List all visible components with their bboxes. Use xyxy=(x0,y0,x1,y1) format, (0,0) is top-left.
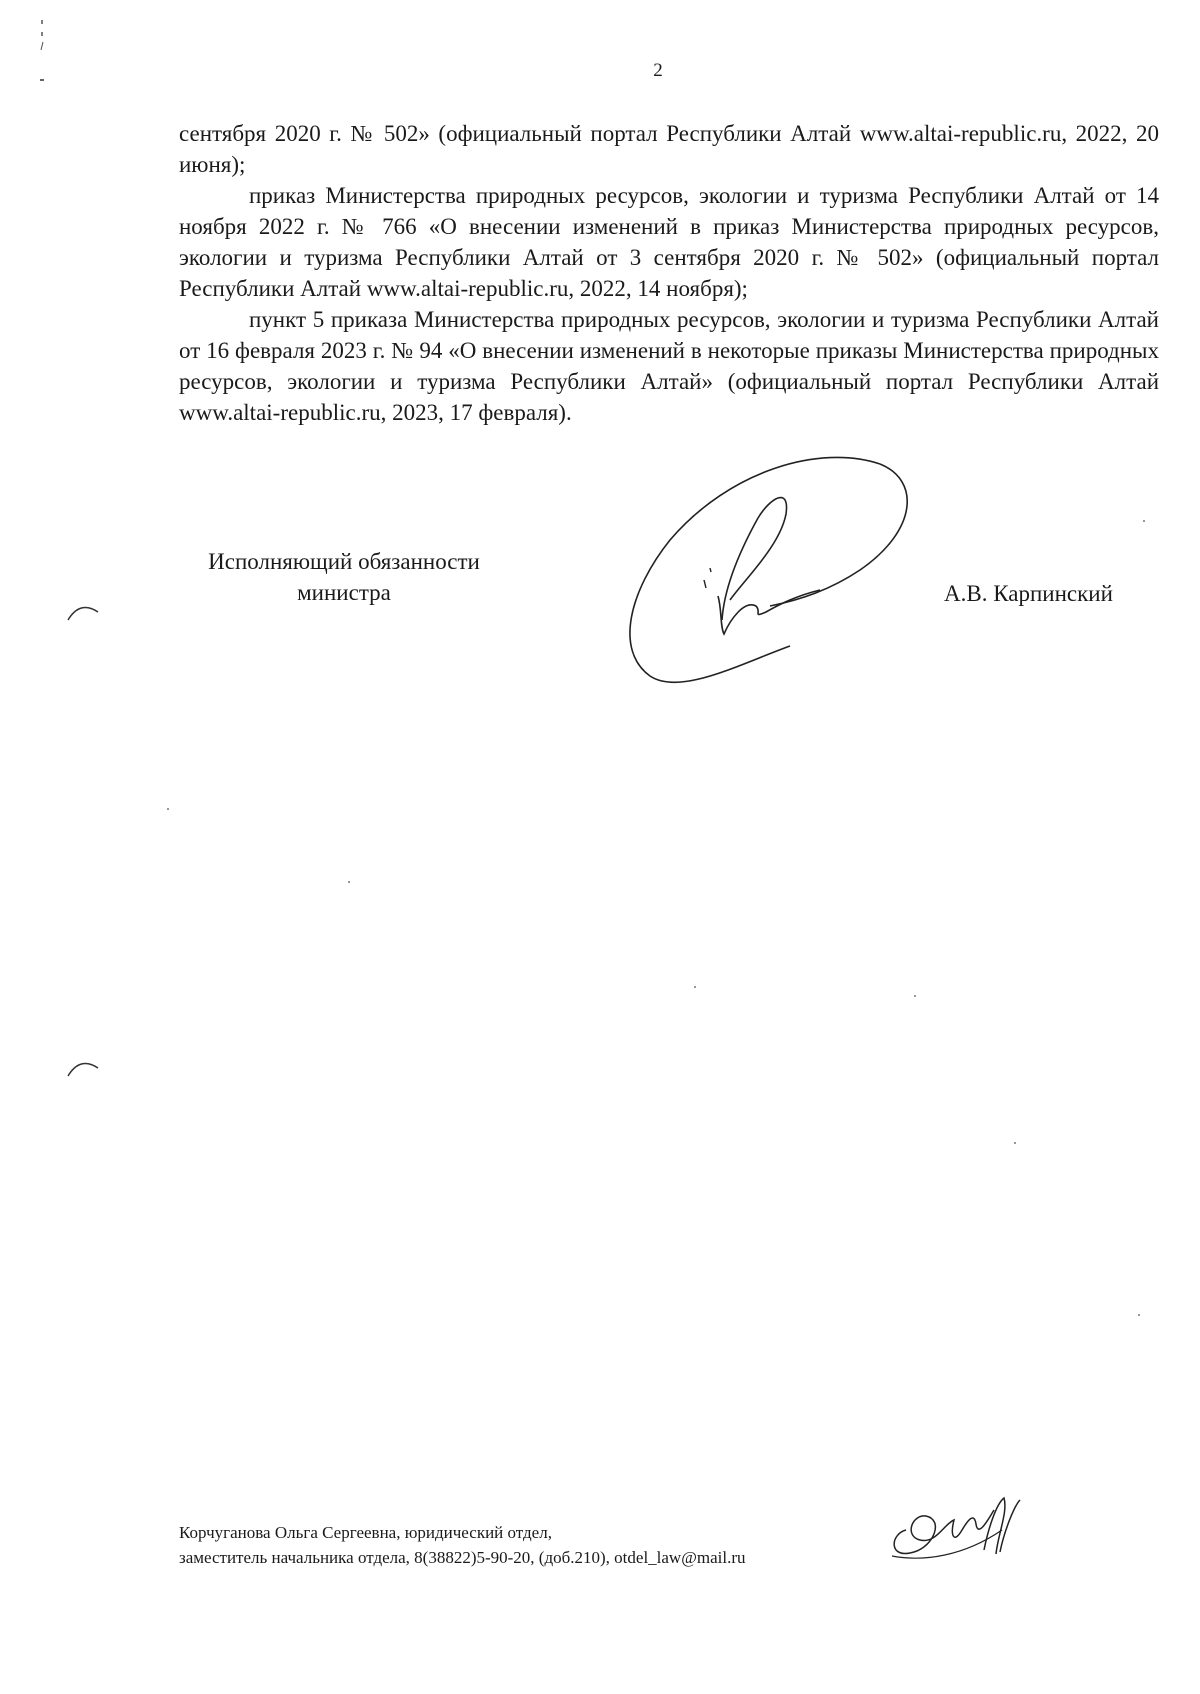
executor-info xyxy=(179,1520,899,1570)
scan-speck xyxy=(348,881,350,883)
executor-signature xyxy=(884,1490,1024,1570)
scan-speck xyxy=(914,995,916,997)
margin-mark-top xyxy=(36,18,48,88)
hole-punch-mark-2 xyxy=(66,1056,100,1078)
body-text xyxy=(179,118,1159,428)
paragraph: пункт 5 приказа Министерства природных ресурсов, экологии и туризма Республики Алтай от 16 февраля 2023 г. № 94 «О внесении изменений в некоторые приказы Министерства природных ресурсов, экологии и туризма Республики Алтай» (официальный портал Республики Алтай www.altai-republic.ru, 2023, 17 февраля). xyxy=(179,307,1159,425)
paragraph: сентября 2020 г. № 502» (официальный портал Республики Алтай www.altai-republic.ru, 2022, 20 июня); xyxy=(179,121,1159,177)
scan-speck xyxy=(167,808,169,810)
executor-line-2: заместитель начальника отдела, 8(38822)5-90-20, (доб.210), otdel_law@mail.ru xyxy=(179,1548,746,1567)
signer-title-line-1: Исполняющий обязанности xyxy=(208,549,480,574)
signer-title-line-2: министра xyxy=(297,580,391,605)
scan-speck xyxy=(1143,520,1145,522)
scan-speck xyxy=(1138,1314,1140,1316)
signer-name: А.В. Карпинский xyxy=(944,581,1113,606)
scan-speck xyxy=(694,986,696,988)
hole-punch-mark-1 xyxy=(66,600,100,622)
page-number: 2 xyxy=(653,60,663,81)
paragraph: приказ Министерства природных ресурсов, экологии и туризма Республики Алтай от 14 ноября 2022 г. № 766 «О внесении изменений в приказ Министерства природных ресурсов, экологии и туризма Республики Алтай от 3 сентября 2020 г. № 502» (официальный портал Республики Алтай www.altai-republic.ru, 2022, 14 ноября); xyxy=(179,183,1159,301)
signer-title xyxy=(179,546,509,608)
scan-speck xyxy=(1014,1142,1016,1144)
handwritten-signature xyxy=(620,450,930,700)
executor-line-1: Корчуганова Ольга Сергеевна, юридический отдел, xyxy=(179,1523,552,1542)
